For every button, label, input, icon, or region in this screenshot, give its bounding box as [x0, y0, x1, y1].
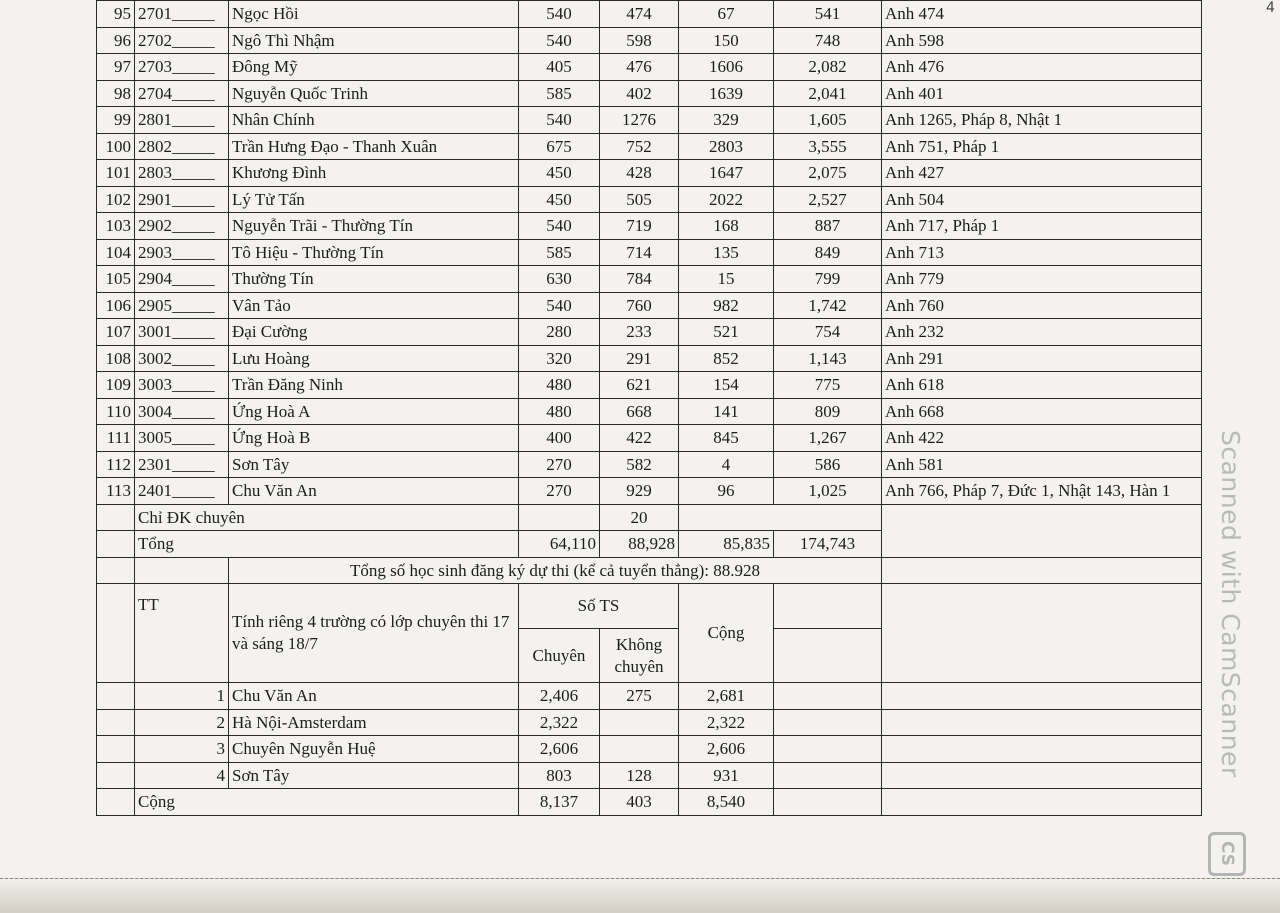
school-name: Ứng Hoà B — [229, 425, 519, 452]
row-number: 98 — [97, 80, 135, 107]
registered: 582 — [600, 451, 679, 478]
foreign-language: Anh 713 — [882, 239, 1202, 266]
quota: 450 — [519, 160, 600, 187]
registered: 291 — [600, 345, 679, 372]
table-row — [97, 451, 1202, 478]
foreign-language: Anh 618 — [882, 372, 1202, 399]
row-number: 106 — [97, 292, 135, 319]
total: 748 — [774, 27, 882, 54]
quota: 480 — [519, 398, 600, 425]
sub-desc-header: Tính riêng 4 trường có lớp chuyên thi 17 và sáng 18/7 — [229, 584, 519, 683]
total-c2: 88,928 — [600, 531, 679, 558]
table-row — [97, 107, 1202, 134]
specialized-school-rows — [97, 683, 1202, 789]
total: 754 — [774, 319, 882, 346]
school-name: Lưu Hoàng — [229, 345, 519, 372]
table-row — [97, 425, 1202, 452]
school-name: Nguyễn Trãi - Thường Tín — [229, 213, 519, 240]
school-name: Vân Tảo — [229, 292, 519, 319]
school-name: Đại Cường — [229, 319, 519, 346]
row-number: 107 — [97, 319, 135, 346]
table-row — [97, 478, 1202, 505]
foreign-language: Anh 717, Pháp 1 — [882, 213, 1202, 240]
sub-cong: 931 — [679, 762, 774, 789]
second-choice: 1647 — [679, 160, 774, 187]
total: 3,555 — [774, 133, 882, 160]
foreign-language: Anh 476 — [882, 54, 1202, 81]
sub-school-name: Hà Nội-Amsterdam — [229, 709, 519, 736]
sub-header-row-1 — [97, 584, 1202, 629]
school-name: Ngô Thì Nhậm — [229, 27, 519, 54]
foreign-language: Anh 422 — [882, 425, 1202, 452]
second-choice: 1639 — [679, 80, 774, 107]
table-row — [97, 239, 1202, 266]
registered: 929 — [600, 478, 679, 505]
quota: 540 — [519, 107, 600, 134]
list-item — [97, 736, 1202, 763]
sub-total-khong: 403 — [600, 789, 679, 816]
total: 1,143 — [774, 345, 882, 372]
school-name: Khương Đình — [229, 160, 519, 187]
school-name: Ngọc Hồi — [229, 1, 519, 28]
sub-khong-chuyen: 128 — [600, 762, 679, 789]
school-code: 2301_____ — [135, 451, 229, 478]
list-item — [97, 709, 1202, 736]
sub-total-label: Cộng — [135, 789, 519, 816]
registered: 1276 — [600, 107, 679, 134]
school-name: Đông Mỹ — [229, 54, 519, 81]
sub-so-ts-header: Số TS — [519, 584, 679, 629]
table-row — [97, 160, 1202, 187]
total: 2,075 — [774, 160, 882, 187]
table-row — [97, 1, 1202, 28]
sub-tt-header: TT — [135, 584, 229, 683]
school-name: Nhân Chính — [229, 107, 519, 134]
quota: 540 — [519, 1, 600, 28]
foreign-language: Anh 291 — [882, 345, 1202, 372]
foreign-language: Anh 760 — [882, 292, 1202, 319]
registered: 714 — [600, 239, 679, 266]
school-name: Lý Tử Tấn — [229, 186, 519, 213]
quota: 280 — [519, 319, 600, 346]
row-number: 113 — [97, 478, 135, 505]
row-number: 100 — [97, 133, 135, 160]
table-row — [97, 80, 1202, 107]
table-row — [97, 266, 1202, 293]
second-choice: 168 — [679, 213, 774, 240]
sub-total-cong: 8,540 — [679, 789, 774, 816]
row-number: 111 — [97, 425, 135, 452]
registered: 428 — [600, 160, 679, 187]
school-code: 2905_____ — [135, 292, 229, 319]
total: 799 — [774, 266, 882, 293]
school-code: 2803_____ — [135, 160, 229, 187]
row-number: 105 — [97, 266, 135, 293]
list-item — [97, 762, 1202, 789]
registered: 752 — [600, 133, 679, 160]
school-name: Sơn Tây — [229, 451, 519, 478]
sub-cong: 2,606 — [679, 736, 774, 763]
total-c1: 64,110 — [519, 531, 600, 558]
table-row — [97, 27, 1202, 54]
second-choice: 2803 — [679, 133, 774, 160]
school-code: 3003_____ — [135, 372, 229, 399]
table-row — [97, 133, 1202, 160]
second-choice: 154 — [679, 372, 774, 399]
school-code: 2902_____ — [135, 213, 229, 240]
total: 586 — [774, 451, 882, 478]
quota: 540 — [519, 27, 600, 54]
school-code: 2703_____ — [135, 54, 229, 81]
total: 2,041 — [774, 80, 882, 107]
camscanner-watermark — [1201, 430, 1257, 880]
foreign-language: Anh 427 — [882, 160, 1202, 187]
row-number: 104 — [97, 239, 135, 266]
school-code: 2901_____ — [135, 186, 229, 213]
sub-chuyen: 803 — [519, 762, 600, 789]
foreign-language: Anh 504 — [882, 186, 1202, 213]
sub-row-number: 2 — [135, 709, 229, 736]
school-name: Chu Văn An — [229, 478, 519, 505]
row-number: 108 — [97, 345, 135, 372]
second-choice: 845 — [679, 425, 774, 452]
table-row — [97, 345, 1202, 372]
row-number: 99 — [97, 107, 135, 134]
registered: 719 — [600, 213, 679, 240]
registered: 784 — [600, 266, 679, 293]
row-number: 103 — [97, 213, 135, 240]
registered: 760 — [600, 292, 679, 319]
sub-khong-chuyen — [600, 736, 679, 763]
foreign-language: Anh 598 — [882, 27, 1202, 54]
foreign-language: Anh 581 — [882, 451, 1202, 478]
paper-bottom-edge — [0, 878, 1280, 913]
foreign-language: Anh 668 — [882, 398, 1202, 425]
school-code: 2802_____ — [135, 133, 229, 160]
only-specialized-label: Chỉ ĐK chuyên — [135, 504, 519, 531]
sub-cong: 2,322 — [679, 709, 774, 736]
school-name: Tô Hiệu - Thường Tín — [229, 239, 519, 266]
foreign-language: Anh 766, Pháp 7, Đức 1, Nhật 143, Hàn 1 — [882, 478, 1202, 505]
registration-table — [96, 0, 1202, 816]
second-choice: 1606 — [679, 54, 774, 81]
summary-rows — [97, 504, 1202, 683]
sub-chuyen-header: Chuyên — [519, 629, 600, 683]
sub-total-chuyen: 8,137 — [519, 789, 600, 816]
sub-row-number: 3 — [135, 736, 229, 763]
total-label: Tổng — [135, 531, 519, 558]
quota: 405 — [519, 54, 600, 81]
foreign-language: Anh 779 — [882, 266, 1202, 293]
total: 2,527 — [774, 186, 882, 213]
school-code: 2904_____ — [135, 266, 229, 293]
summary-line: Tổng số học sinh đăng ký dự thi (kể cả tuyển thẳng): 88.928 — [229, 557, 882, 584]
total: 849 — [774, 239, 882, 266]
school-rows — [97, 1, 1202, 505]
foreign-language: Anh 474 — [882, 1, 1202, 28]
sub-total-rows — [97, 789, 1202, 816]
sub-cong: 2,681 — [679, 683, 774, 710]
quota: 270 — [519, 451, 600, 478]
table-row — [97, 372, 1202, 399]
total: 1,267 — [774, 425, 882, 452]
registered: 598 — [600, 27, 679, 54]
quota: 675 — [519, 133, 600, 160]
quota: 480 — [519, 372, 600, 399]
sub-row-number: 4 — [135, 762, 229, 789]
sub-cong-header: Cộng — [679, 584, 774, 683]
sub-chuyen: 2,322 — [519, 709, 600, 736]
row-number: 109 — [97, 372, 135, 399]
registered: 668 — [600, 398, 679, 425]
sub-chuyen: 2,606 — [519, 736, 600, 763]
foreign-language: Anh 1265, Pháp 8, Nhật 1 — [882, 107, 1202, 134]
quota: 540 — [519, 292, 600, 319]
table-row — [97, 54, 1202, 81]
row-number: 95 — [97, 1, 135, 28]
second-choice: 150 — [679, 27, 774, 54]
sub-khong-chuyen — [600, 709, 679, 736]
quota: 450 — [519, 186, 600, 213]
quota: 540 — [519, 213, 600, 240]
table-row — [97, 398, 1202, 425]
row-number: 102 — [97, 186, 135, 213]
quota: 585 — [519, 239, 600, 266]
school-code: 2401_____ — [135, 478, 229, 505]
total-c3: 85,835 — [679, 531, 774, 558]
school-name: Nguyễn Quốc Trinh — [229, 80, 519, 107]
sub-chuyen: 2,406 — [519, 683, 600, 710]
school-name: Trần Đăng Ninh — [229, 372, 519, 399]
only-specialized-count: 20 — [600, 504, 679, 531]
quota: 630 — [519, 266, 600, 293]
sub-khong-chuyen: 275 — [600, 683, 679, 710]
foreign-language: Anh 751, Pháp 1 — [882, 133, 1202, 160]
school-code: 3005_____ — [135, 425, 229, 452]
school-code: 2903_____ — [135, 239, 229, 266]
camscanner-logo-icon: CS — [1208, 832, 1246, 876]
sub-khong-chuyen-header: Không chuyên — [600, 629, 679, 683]
registered: 422 — [600, 425, 679, 452]
school-code: 2701_____ — [135, 1, 229, 28]
school-code: 3002_____ — [135, 345, 229, 372]
total: 1,025 — [774, 478, 882, 505]
second-choice: 67 — [679, 1, 774, 28]
total: 2,082 — [774, 54, 882, 81]
total: 1,605 — [774, 107, 882, 134]
school-code: 3004_____ — [135, 398, 229, 425]
sub-school-name: Chuyên Nguyễn Huệ — [229, 736, 519, 763]
second-choice: 141 — [679, 398, 774, 425]
table-row — [97, 319, 1202, 346]
quota: 585 — [519, 80, 600, 107]
second-choice: 135 — [679, 239, 774, 266]
second-choice: 982 — [679, 292, 774, 319]
quota: 400 — [519, 425, 600, 452]
registered: 476 — [600, 54, 679, 81]
total: 775 — [774, 372, 882, 399]
row-number: 110 — [97, 398, 135, 425]
table-row — [97, 186, 1202, 213]
school-code: 2801_____ — [135, 107, 229, 134]
registered: 474 — [600, 1, 679, 28]
foreign-language: Anh 232 — [882, 319, 1202, 346]
foreign-language: Anh 401 — [882, 80, 1202, 107]
second-choice: 2022 — [679, 186, 774, 213]
table-row — [97, 213, 1202, 240]
second-choice: 15 — [679, 266, 774, 293]
total: 809 — [774, 398, 882, 425]
registered: 621 — [600, 372, 679, 399]
row-number: 101 — [97, 160, 135, 187]
sub-total-row — [97, 789, 1202, 816]
total-c4: 174,743 — [774, 531, 882, 558]
second-choice: 521 — [679, 319, 774, 346]
summary-line-row — [97, 557, 1202, 584]
school-code: 3001_____ — [135, 319, 229, 346]
sub-school-name: Sơn Tây — [229, 762, 519, 789]
quota: 270 — [519, 478, 600, 505]
school-name: Trần Hưng Đạo - Thanh Xuân — [229, 133, 519, 160]
sub-school-name: Chu Văn An — [229, 683, 519, 710]
school-code: 2702_____ — [135, 27, 229, 54]
row-number: 96 — [97, 27, 135, 54]
row-number: 112 — [97, 451, 135, 478]
second-choice: 852 — [679, 345, 774, 372]
registered: 402 — [600, 80, 679, 107]
table-row — [97, 292, 1202, 319]
list-item — [97, 683, 1202, 710]
watermark-text: Scanned with CamScanner — [1216, 430, 1245, 778]
quota: 320 — [519, 345, 600, 372]
sub-row-number: 1 — [135, 683, 229, 710]
only-specialized-row — [97, 504, 1202, 531]
total: 887 — [774, 213, 882, 240]
page-corner-mark: 4 — [1266, 0, 1275, 16]
registered: 233 — [600, 319, 679, 346]
school-code: 2704_____ — [135, 80, 229, 107]
second-choice: 329 — [679, 107, 774, 134]
second-choice: 4 — [679, 451, 774, 478]
total: 1,742 — [774, 292, 882, 319]
registered: 505 — [600, 186, 679, 213]
school-name: Ứng Hoà A — [229, 398, 519, 425]
school-name: Thường Tín — [229, 266, 519, 293]
row-number: 97 — [97, 54, 135, 81]
total: 541 — [774, 1, 882, 28]
second-choice: 96 — [679, 478, 774, 505]
